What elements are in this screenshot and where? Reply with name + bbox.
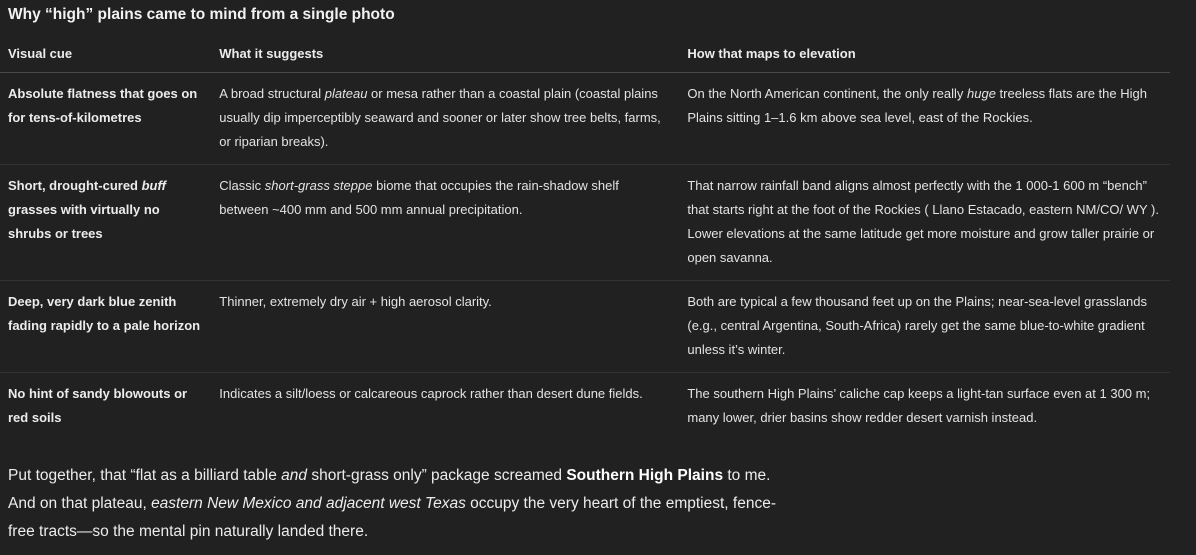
suggests-cell: Indicates a silt/loess or calcareous caprock rather than desert dune fields. — [219, 386, 643, 401]
elevation-cell: That narrow rainfall band aligns almost perfectly with the 1 000-1 600 m “bench” that starts right at the foot of the Rockies ( Llano Estacado, eastern NM/CO/ WY ). Lower elevations at the same latitude get more moisture and grow taller prairie or open savanna. — [679, 165, 1170, 281]
table-header-row — [0, 38, 1170, 73]
elevation-cell: On the North American continent, the only really huge treeless flats are the High Plains sitting 1–1.6 km above sea level, east of the Rockies. — [679, 73, 1170, 165]
table-row — [0, 73, 1170, 165]
cue-cell: No hint of sandy blowouts or red soils — [8, 386, 188, 425]
emphasis-text: short-grass steppe — [264, 178, 373, 193]
elevation-cell: The southern High Plains’ caliche cap keeps a light-tan surface even at 1 300 m; many lower, drier basins show redder desert varnish instead. — [687, 386, 1151, 425]
suggests-cell: A broad structural plateau or mesa rather than a coastal plain (coastal plains usually dip imperceptibly seaward and sooner or later show tree belts, farms, or riparian breaks). — [211, 73, 679, 165]
table-row — [0, 281, 1170, 373]
elevation-cell: Both are typical a few thousand feet up on the Plains; near-sea-level grasslands (e.g., central Argentina, South-Africa) rarely get the same blue-to-white gradient unless it’s winter. — [679, 281, 1170, 373]
column-header-visual-cue: Visual cue — [0, 38, 211, 73]
table-row — [0, 373, 1170, 441]
suggests-cell: Classic short-grass steppe biome that occupies the rain-shadow shelf between ~400 mm and 500 mm annual precipitation. — [211, 165, 679, 281]
visual-cue-table — [0, 38, 1170, 440]
cue-cell: Absolute flatness that goes on for tens-of-kilometres — [0, 73, 211, 165]
emphasis-text: buff — [141, 178, 166, 193]
emphasis-text: and — [281, 467, 308, 484]
emphasis-text: plateau — [324, 86, 368, 101]
suggests-cell: Thinner, extremely dry air + high aerosol clarity. — [211, 281, 679, 373]
table-row — [0, 165, 1170, 281]
bold-text: Southern High Plains — [566, 467, 724, 484]
summary-paragraph: Put together, that “flat as a billiard table and short-grass only” package screamed Southern High Plains to me. And on that plateau, eastern New Mexico and adjacent west Texas occupy the very heart of the emptiest, fence-free tracts—so the mental pin naturally landed there. — [8, 467, 776, 540]
column-header-elevation: How that maps to elevation — [679, 38, 1170, 73]
emphasis-text: huge — [967, 86, 996, 101]
column-header-what-it-suggests: What it suggests — [211, 38, 679, 73]
section-heading: Why “high” plains came to mind from a single photo — [8, 6, 395, 23]
emphasis-text: eastern New Mexico and adjacent west Texas — [151, 495, 466, 512]
cue-cell: Short, drought-cured buff grasses with virtually no shrubs or trees — [0, 165, 211, 281]
cue-cell: Deep, very dark blue zenith fading rapidly to a pale horizon — [0, 281, 211, 373]
